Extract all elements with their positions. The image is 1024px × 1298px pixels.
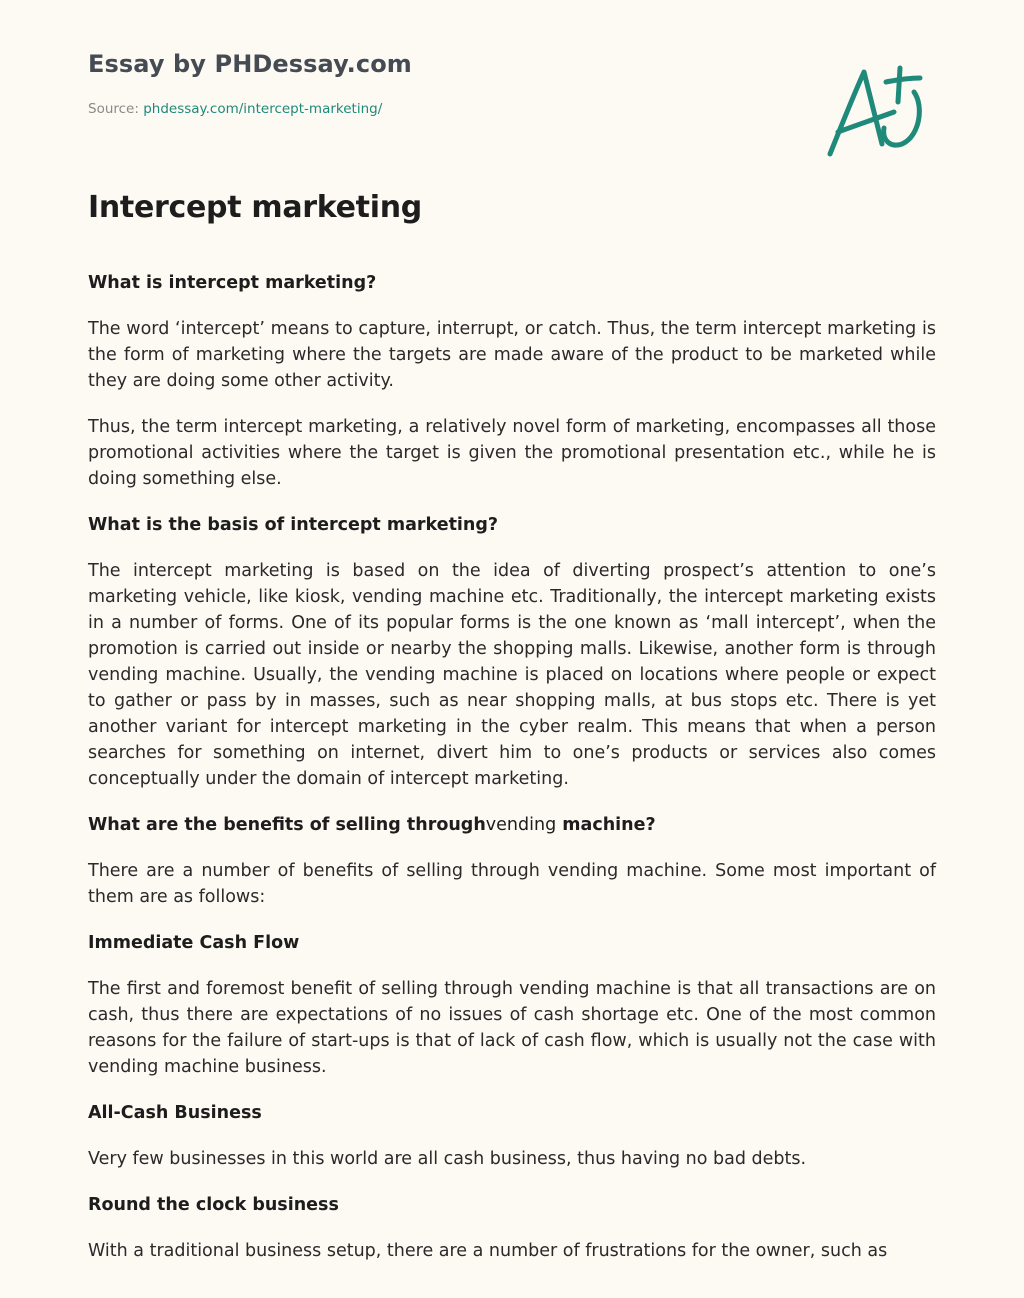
source-line (88, 101, 382, 117)
heading-what-is: What is intercept marketing? (88, 273, 377, 293)
a-plus-logo (820, 62, 930, 162)
paragraph: The first and foremost benefit of selling through vending machine is that all transactions are on cash, thus there are expectations of no issues of cash shortage etc. One of the most common reasons for the failure of start-ups is that of lack of cash flow, which is usually not the case with vending machine business. (88, 979, 936, 1077)
site-brand[interactable]: Essay by PHDessay.com (88, 50, 412, 78)
heading-round-the-clock: Round the clock business (88, 1195, 339, 1215)
essay-body (88, 270, 936, 1284)
paragraph: With a traditional business setup, there are a number of frustrations for the owner, such as (88, 1241, 888, 1261)
paragraph: Very few businesses in this world are all cash business, thus having no bad debts. (88, 1149, 807, 1169)
heading-benefits-part3: machine? (562, 815, 656, 835)
heading-benefits-part1: What are the benefits of selling through (88, 815, 486, 835)
paragraph: The word ‘intercept’ means to capture, interrupt, or catch. Thus, the term intercept marketing is the form of marketing where the targets are made aware of the product to be marketed while they are doing some other activity. (88, 319, 936, 391)
heading-benefits-part2: vending (485, 815, 557, 835)
source-label: Source: (88, 101, 144, 117)
heading-benefits (88, 812, 936, 838)
paragraph: There are a number of benefits of selling through vending machine. Some most important of them are as follows: (88, 861, 936, 907)
source-link[interactable]: phdessay.com/intercept-marketing/ (143, 101, 383, 117)
essay-title: Intercept marketing (88, 190, 422, 225)
heading-cash-flow: Immediate Cash Flow (88, 933, 300, 953)
paragraph: The intercept marketing is based on the idea of diverting prospect’s attention to one’s marketing vehicle, like kiosk, vending machine etc. Traditionally, the intercept marketing exists in a number of forms. One of its popular forms is the one known as ‘mall intercept’, when the promotion is carried out inside or nearby the shopping malls. Likewise, another form is through vending machine. Usually, the vending machine is placed on locations where people or expect to gather or pass by in masses, such as near shopping malls, at bus stops etc. There is yet another variant for intercept marketing in the cyber realm. This means that when a person searches for something on internet, divert him to one’s products or services also comes conceptually under the domain of intercept marketing. (88, 561, 936, 789)
heading-basis: What is the basis of intercept marketing? (88, 515, 499, 535)
heading-all-cash: All-Cash Business (88, 1103, 262, 1123)
paragraph: Thus, the term intercept marketing, a relatively novel form of marketing, encompasses all those promotional activities where the target is given the promotional presentation etc., while he is doing something else. (88, 417, 936, 489)
